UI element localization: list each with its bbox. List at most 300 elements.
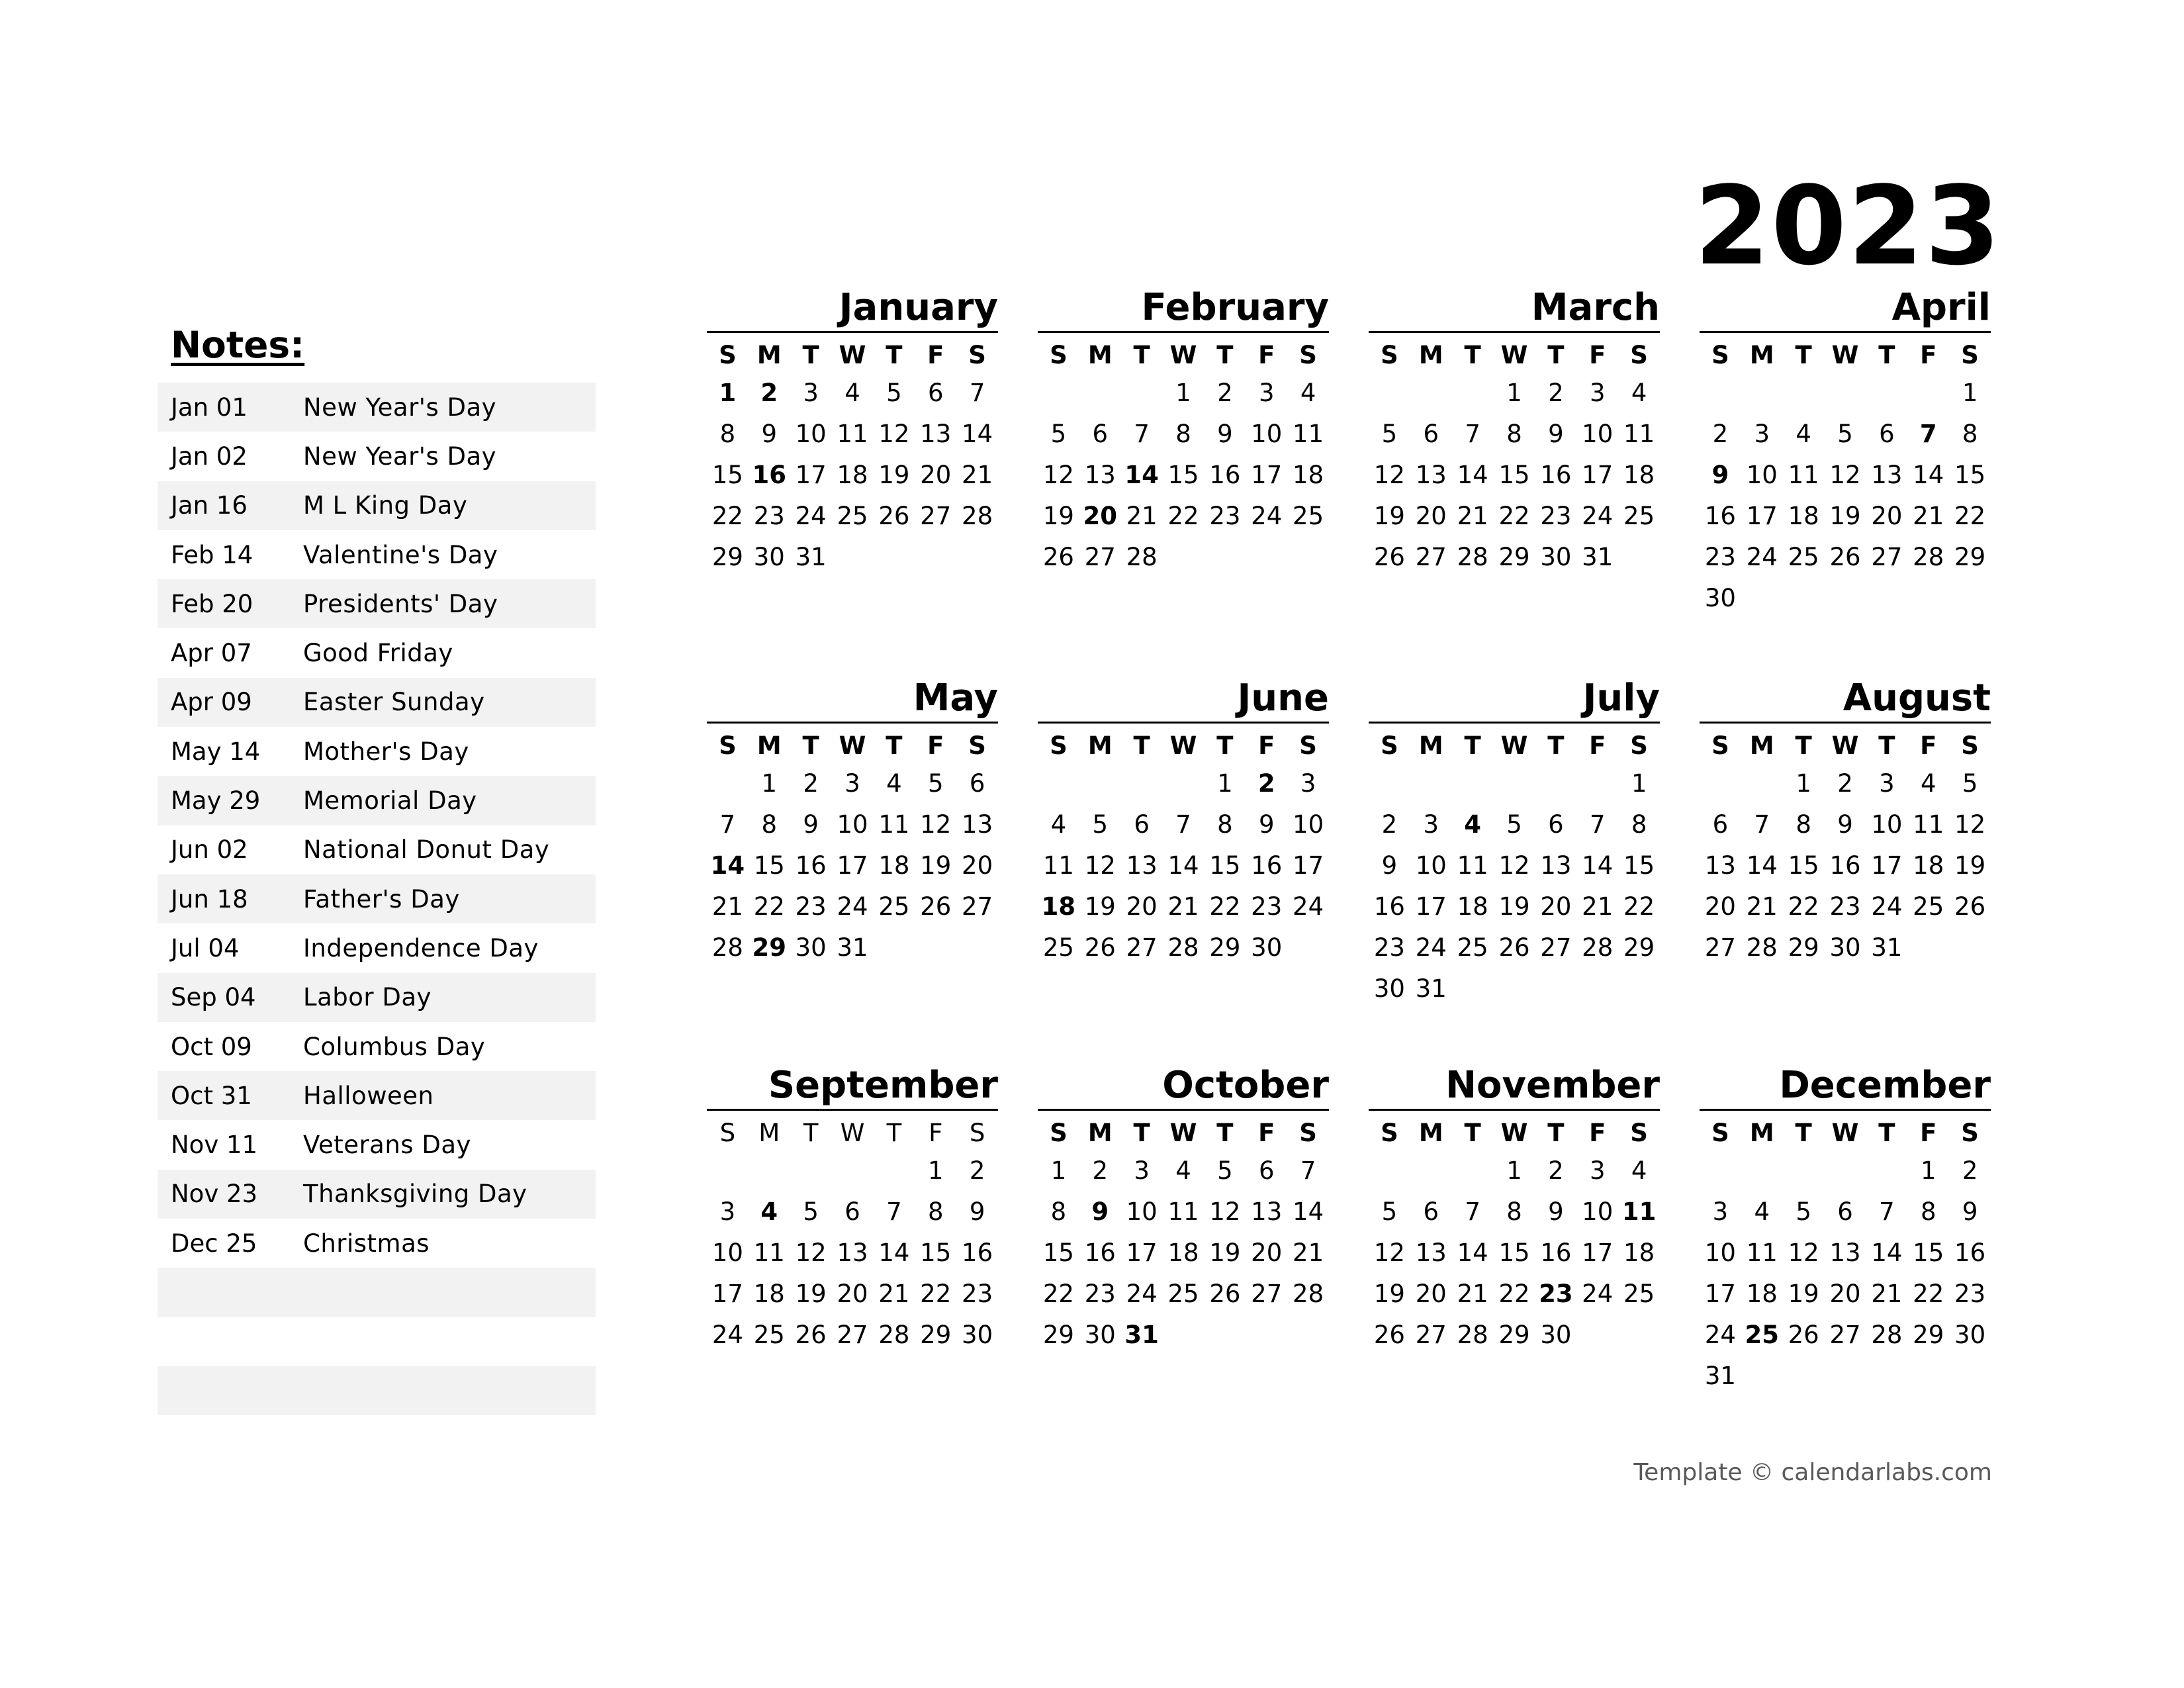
day-cell: 16 [1209, 461, 1241, 489]
empty-cell [749, 1150, 790, 1192]
week-row [707, 373, 998, 414]
day-cell: 27 [1704, 933, 1736, 962]
note-row [158, 923, 596, 972]
day-cell: 14 [710, 851, 745, 880]
day-cell: 3 [1754, 420, 1770, 448]
week-row [1369, 1274, 1660, 1315]
day-cell: 28 [1457, 1321, 1488, 1349]
month-march [1369, 285, 1660, 578]
empty-cell [1246, 537, 1287, 578]
day-cell: 4 [1175, 1156, 1191, 1185]
day-cell: 10 [1746, 461, 1778, 489]
day-cell: 3 [1879, 769, 1895, 798]
day-cell: 14 [1913, 461, 1944, 489]
day-cell: 24 [1126, 1280, 1158, 1308]
note-row [158, 1219, 596, 1268]
day-cell: 27 [1871, 543, 1903, 571]
day-cell: 8 [761, 810, 778, 839]
weekday-label: M [1087, 1119, 1113, 1147]
weekday-label: M [1418, 1119, 1443, 1147]
week-row [1700, 927, 1991, 968]
day-cell: 27 [920, 502, 952, 530]
weekday-label: T [1878, 341, 1895, 369]
day-cell: 24 [1704, 1321, 1736, 1349]
note-row [158, 1366, 596, 1415]
day-cell: 8 [1050, 1197, 1067, 1226]
note-date: Feb 14 [171, 540, 253, 569]
week-row [1700, 845, 1991, 886]
day-cell: 17 [1582, 1239, 1614, 1267]
weekday-header [1038, 338, 1329, 373]
day-cell: 20 [1829, 1280, 1861, 1308]
day-cell: 12 [1373, 1239, 1405, 1267]
day-cell: 24 [1251, 502, 1283, 530]
week-row [1038, 373, 1329, 414]
week-row [1700, 763, 1991, 804]
day-cell: 21 [1457, 1280, 1488, 1308]
month-name: July [1369, 675, 1660, 724]
day-cell: 23 [1084, 1280, 1116, 1308]
day-cell: 16 [962, 1239, 993, 1267]
day-cell: 14 [1167, 851, 1199, 880]
weekday-label: M [1418, 341, 1443, 369]
day-cell: 13 [1126, 851, 1158, 880]
week-row [707, 414, 998, 455]
weekday-label: M [1087, 731, 1113, 760]
day-cell: 17 [1293, 851, 1324, 880]
day-cell: 4 [1631, 379, 1647, 407]
day-cell: 10 [1251, 420, 1283, 448]
day-cell: 26 [1498, 933, 1530, 962]
day-cell: 3 [1712, 1197, 1729, 1226]
day-cell: 30 [1829, 933, 1861, 962]
empty-cell [1907, 578, 1949, 619]
day-cell: 15 [1498, 461, 1530, 489]
day-cell: 27 [1126, 933, 1158, 962]
day-cell: 20 [1415, 502, 1447, 530]
day-cell: 17 [1704, 1280, 1736, 1308]
day-cell: 11 [837, 420, 868, 448]
note-row [158, 825, 596, 874]
month-april [1700, 285, 1991, 619]
note-row [158, 1268, 596, 1317]
empty-cell [1163, 1315, 1205, 1356]
week-row [707, 763, 998, 804]
weekday-label: S [1299, 341, 1317, 369]
empty-cell [707, 763, 749, 804]
day-cell: 25 [753, 1321, 785, 1349]
week-row [707, 496, 998, 537]
weekday-label: S [1381, 731, 1398, 760]
day-cell: 1 [1506, 1156, 1522, 1185]
day-cell: 24 [1415, 933, 1447, 962]
note-text: Christmas [303, 1229, 430, 1258]
day-cell: 23 [1704, 543, 1736, 571]
day-cell: 31 [1704, 1362, 1736, 1390]
weekday-header [707, 338, 998, 373]
week-row [1038, 1192, 1329, 1233]
day-cell: 9 [969, 1197, 985, 1226]
day-cell: 18 [1041, 892, 1076, 921]
weekday-label: T [1464, 1119, 1481, 1147]
day-cell: 18 [1623, 461, 1655, 489]
empty-cell [1494, 763, 1535, 804]
weekday-label: F [927, 341, 944, 369]
week-row [1369, 968, 1660, 1009]
weekday-label: S [1381, 341, 1398, 369]
weekday-label: M [1749, 731, 1774, 760]
day-cell: 24 [1582, 502, 1614, 530]
empty-cell [1246, 1315, 1287, 1356]
weekday-label: F [1258, 731, 1275, 760]
day-cell: 25 [1913, 892, 1944, 921]
empty-cell [1287, 537, 1329, 578]
day-cell: 21 [1126, 502, 1158, 530]
weekday-label: S [719, 1119, 736, 1147]
day-cell: 23 [1209, 502, 1241, 530]
weekday-label: S [1630, 731, 1648, 760]
day-cell: 10 [837, 810, 868, 839]
day-cell: 29 [752, 933, 787, 962]
weekday-label: M [1087, 341, 1113, 369]
day-cell: 22 [1209, 892, 1241, 921]
note-row [158, 1317, 596, 1366]
empty-cell [873, 927, 915, 968]
day-cell: 29 [1042, 1321, 1074, 1349]
day-cell: 25 [837, 502, 868, 530]
week-row [1369, 886, 1660, 927]
day-cell: 5 [1050, 420, 1067, 448]
day-cell: 25 [1293, 502, 1324, 530]
week-row [707, 1233, 998, 1274]
day-cell: 10 [1126, 1197, 1158, 1226]
day-cell: 15 [1167, 461, 1199, 489]
day-cell: 1 [1217, 769, 1233, 798]
day-cell: 5 [1217, 1156, 1233, 1185]
day-cell: 7 [1175, 810, 1191, 839]
weekday-label: M [1749, 341, 1774, 369]
day-cell: 1 [761, 769, 778, 798]
empty-cell [790, 1150, 832, 1192]
weekday-label: T [1133, 731, 1150, 760]
day-cell: 23 [1829, 892, 1861, 921]
day-cell: 21 [1582, 892, 1614, 921]
day-cell: 17 [837, 851, 868, 880]
day-cell: 2 [1837, 769, 1853, 798]
day-cell: 11 [1167, 1197, 1199, 1226]
day-cell: 13 [1829, 1239, 1861, 1267]
week-row [1700, 1150, 1991, 1192]
day-cell: 27 [837, 1321, 868, 1349]
day-cell: 29 [1954, 543, 1986, 571]
day-cell: 30 [962, 1321, 993, 1349]
month-name: October [1038, 1062, 1329, 1111]
day-cell: 26 [1373, 543, 1405, 571]
day-cell: 29 [1498, 1321, 1530, 1349]
day-cell: 2 [1257, 769, 1275, 798]
day-cell: 12 [878, 420, 910, 448]
note-text: M L King Day [303, 491, 468, 520]
weekday-header [1700, 1116, 1991, 1150]
day-cell: 21 [878, 1280, 910, 1308]
day-cell: 26 [1954, 892, 1986, 921]
month-december [1700, 1062, 1991, 1397]
day-cell: 8 [1920, 1197, 1936, 1226]
week-row [1369, 1150, 1660, 1192]
day-cell: 31 [837, 933, 868, 962]
day-cell: 29 [1913, 1321, 1944, 1349]
day-cell: 5 [1796, 1197, 1811, 1226]
day-cell: 15 [1623, 851, 1655, 880]
day-cell: 4 [760, 1197, 778, 1226]
day-cell: 28 [962, 502, 993, 530]
note-text: Veterans Day [303, 1131, 471, 1160]
day-cell: 20 [962, 851, 993, 880]
day-cell: 31 [1415, 974, 1447, 1003]
day-cell: 14 [1746, 851, 1778, 880]
day-cell: 30 [753, 543, 785, 571]
weekday-header [1038, 1116, 1329, 1150]
day-cell: 23 [1539, 1280, 1573, 1308]
day-cell: 7 [1465, 420, 1480, 448]
day-cell: 6 [1423, 420, 1439, 448]
day-cell: 19 [1954, 851, 1986, 880]
note-row [158, 1022, 596, 1071]
weekday-label: S [1961, 731, 1979, 760]
day-cell: 9 [1091, 1197, 1109, 1226]
day-cell: 28 [1582, 933, 1614, 962]
day-cell: 12 [795, 1239, 827, 1267]
day-cell: 3 [1134, 1156, 1150, 1185]
day-cell: 4 [886, 769, 902, 798]
week-row [1038, 414, 1329, 455]
day-cell: 19 [1829, 502, 1861, 530]
empty-cell [1866, 1356, 1907, 1397]
day-cell: 21 [1293, 1239, 1324, 1267]
month-name: June [1038, 675, 1329, 724]
weekday-label: F [927, 731, 944, 760]
day-cell: 17 [711, 1280, 743, 1308]
day-cell: 26 [1373, 1321, 1405, 1349]
week-row [1700, 578, 1991, 619]
month-name: May [707, 675, 998, 724]
day-cell: 10 [1293, 810, 1324, 839]
weekday-label: W [1169, 341, 1197, 369]
month-august [1700, 675, 1991, 968]
empty-cell [1866, 578, 1907, 619]
day-cell: 19 [795, 1280, 827, 1308]
day-cell: 20 [1704, 892, 1736, 921]
day-cell: 8 [719, 420, 736, 448]
day-cell: 25 [1788, 543, 1819, 571]
day-cell: 20 [1415, 1280, 1447, 1308]
empty-cell [1369, 1150, 1410, 1192]
day-cell: 13 [1251, 1197, 1283, 1226]
day-cell: 26 [1829, 543, 1861, 571]
day-cell: 17 [1415, 892, 1447, 921]
day-cell: 18 [1623, 1239, 1655, 1267]
day-cell: 18 [1788, 502, 1819, 530]
weekday-label: T [802, 341, 819, 369]
empty-cell [1783, 1150, 1825, 1192]
day-cell: 2 [760, 379, 778, 407]
day-cell: 19 [1498, 892, 1530, 921]
empty-cell [1866, 373, 1907, 414]
day-cell: 27 [1540, 933, 1572, 962]
day-cell: 29 [920, 1321, 952, 1349]
day-cell: 5 [1381, 1197, 1398, 1226]
weekday-label: F [1258, 1119, 1275, 1147]
day-cell: 12 [1954, 810, 1986, 839]
empty-cell [1038, 763, 1079, 804]
day-cell: 28 [1126, 543, 1158, 571]
weekday-label: W [1500, 1119, 1528, 1147]
weekday-label: M [758, 1119, 780, 1147]
day-cell: 23 [1373, 933, 1405, 962]
note-text: New Year's Day [303, 442, 497, 471]
weekday-label: S [719, 341, 737, 369]
empty-cell [1204, 1315, 1246, 1356]
day-cell: 19 [1042, 502, 1074, 530]
day-cell: 2 [1712, 420, 1729, 448]
day-cell: 19 [920, 851, 952, 880]
day-cell: 7 [1300, 1156, 1316, 1185]
day-cell: 28 [878, 1321, 910, 1349]
weekday-label: S [1299, 1119, 1317, 1147]
day-cell: 6 [969, 769, 985, 798]
day-cell: 30 [1540, 1321, 1572, 1349]
day-cell: 2 [803, 769, 819, 798]
day-cell: 11 [1623, 420, 1655, 448]
day-cell: 20 [1871, 502, 1903, 530]
day-cell: 17 [1582, 461, 1614, 489]
day-cell: 16 [1540, 1239, 1572, 1267]
note-text: Good Friday [303, 639, 453, 668]
day-cell: 9 [1548, 1197, 1564, 1226]
weekday-label: S [1711, 1119, 1729, 1147]
day-cell: 3 [1300, 769, 1316, 798]
day-cell: 9 [1381, 851, 1398, 880]
empty-cell [707, 1150, 749, 1192]
day-cell: 11 [1746, 1239, 1778, 1267]
note-text: Independence Day [303, 933, 539, 962]
weekday-label: T [1878, 731, 1895, 760]
empty-cell [1576, 763, 1618, 804]
day-cell: 6 [1092, 420, 1109, 448]
day-cell: 21 [1913, 502, 1944, 530]
day-cell: 8 [1506, 1197, 1522, 1226]
day-cell: 30 [1373, 974, 1405, 1003]
day-cell: 10 [1871, 810, 1903, 839]
weekday-label: W [839, 341, 866, 369]
day-cell: 4 [1050, 810, 1067, 839]
weekday-label: F [1920, 731, 1937, 760]
weekday-label: F [1258, 341, 1275, 369]
day-cell: 2 [969, 1156, 985, 1185]
weekday-label: W [840, 1119, 865, 1147]
day-cell: 3 [1258, 379, 1275, 407]
week-row [707, 1150, 998, 1192]
month-november [1369, 1062, 1660, 1356]
week-row [1369, 804, 1660, 845]
day-cell: 7 [1589, 810, 1606, 839]
day-cell: 9 [1962, 1197, 1978, 1226]
note-row [158, 678, 596, 727]
weekday-label: T [886, 731, 903, 760]
day-cell: 30 [1251, 933, 1283, 962]
weekday-label: T [802, 731, 819, 760]
note-row [158, 727, 596, 776]
day-cell: 3 [1423, 810, 1439, 839]
empty-cell [1121, 373, 1163, 414]
empty-cell [1410, 373, 1452, 414]
month-july [1369, 675, 1660, 1009]
note-row [158, 383, 596, 432]
empty-cell [1907, 373, 1949, 414]
day-cell: 19 [1084, 892, 1116, 921]
empty-cell [1825, 1150, 1866, 1192]
note-row [158, 874, 596, 923]
week-row [1369, 845, 1660, 886]
empty-cell [1079, 763, 1121, 804]
note-row [158, 973, 596, 1022]
day-cell: 3 [844, 769, 860, 798]
day-cell: 23 [1954, 1280, 1986, 1308]
day-cell: 30 [795, 933, 827, 962]
week-row [1700, 1356, 1991, 1397]
day-cell: 24 [711, 1321, 743, 1349]
day-cell: 6 [927, 379, 944, 407]
empty-cell [956, 927, 998, 968]
day-cell: 1 [1796, 769, 1811, 798]
day-cell: 27 [1829, 1321, 1861, 1349]
week-row [707, 1274, 998, 1315]
day-cell: 1 [1175, 379, 1191, 407]
day-cell: 22 [1623, 892, 1655, 921]
empty-cell [1287, 1315, 1329, 1356]
day-cell: 4 [844, 379, 860, 407]
day-cell: 15 [1954, 461, 1986, 489]
day-cell: 10 [1582, 1197, 1614, 1226]
day-cell: 11 [1913, 810, 1944, 839]
day-cell: 6 [844, 1197, 860, 1226]
day-cell: 12 [1788, 1239, 1819, 1267]
note-text: Columbus Day [303, 1032, 486, 1061]
weekday-header [707, 1116, 998, 1150]
empty-cell [1741, 1356, 1783, 1397]
week-row [1369, 496, 1660, 537]
day-cell: 19 [878, 461, 910, 489]
note-date: Jan 02 [171, 442, 248, 471]
weekday-label: S [968, 341, 986, 369]
day-cell: 5 [1092, 810, 1109, 839]
day-cell: 13 [1540, 851, 1572, 880]
day-cell: 18 [878, 851, 910, 880]
note-row [158, 481, 596, 530]
weekday-header [1369, 729, 1660, 763]
day-cell: 23 [1540, 502, 1572, 530]
note-text: Thanksgiving Day [303, 1180, 527, 1209]
day-cell: 1 [1050, 1156, 1067, 1185]
day-cell: 31 [1582, 543, 1614, 571]
day-cell: 13 [1084, 461, 1116, 489]
day-cell: 26 [920, 892, 952, 921]
week-row [1700, 496, 1991, 537]
day-cell: 23 [795, 892, 827, 921]
day-cell: 25 [1042, 933, 1074, 962]
day-cell: 12 [1498, 851, 1530, 880]
empty-cell [1576, 968, 1618, 1009]
